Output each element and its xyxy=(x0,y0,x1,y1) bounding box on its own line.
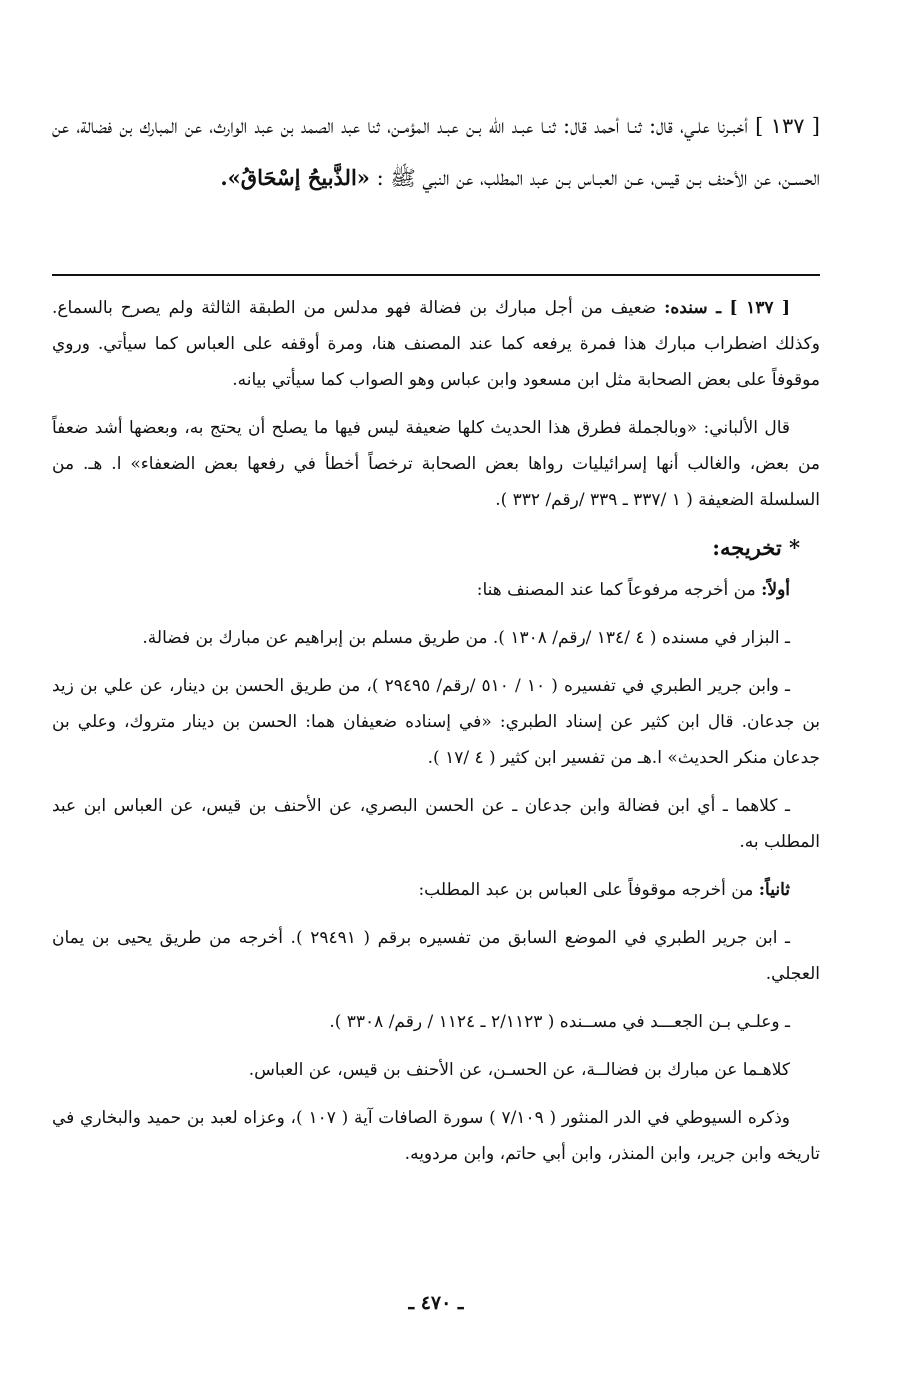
ali-jad-paragraph: ـ وعلـي بـن الجعـــد في مســنده ( ٢/١١٢٣ ـ ١١٢٤ / رقم/ ٣٣٠٨ ). xyxy=(329,1012,790,1032)
footnotes-section xyxy=(52,290,820,1184)
hadith-chain: [ ١٣٧ ] أخبـرنا علـي، قال: ثنـا أحمد قال: ثنـا عبـد الله بـن عبـد المؤمـن، ثنا عبد الصمد بن عبد الوارث، عن المبارك بن فضالة، عن الحسـن، عن الأحنف بـن قيس، عـن العبـاس بـن عبد المطلب، عن النبي ﷺ : xyxy=(52,114,820,190)
bazzar-paragraph: ـ البزار في مسنده ( ٤ /١٣٤ /رقم/ ١٣٠٨ ). من طريق مسلم بن إبراهيم عن مبارك بن فضالة. xyxy=(142,628,790,648)
sanad-label: [ ١٣٧ ] ـ سنده: xyxy=(664,298,791,318)
takhrij-heading: * تخريجه: xyxy=(712,535,800,560)
both2-paragraph: كلاهـما عن مبارك بن فضالــة، عن الحسـن، عن الأحنف بن قيس، عن العباس. xyxy=(248,1060,790,1080)
sanad-paragraph xyxy=(52,290,820,398)
first-heading xyxy=(52,572,820,608)
hadith-main-text xyxy=(52,100,820,204)
document-page xyxy=(52,0,820,1380)
sanad-text: ضعيف من أجل مبارك بن فضالة فهو مدلس من الطبقة الثالثة ولم يصرح بالسماع. وكذلك اضطراب مبارك هذا فمرة يرفعه كما عند المصنف هنا، ومرة أوقفه على العباس كما سيأتي. وروي موقوفاً على بعض الصحابة مثل ابن مسعود وابن عباس وهو الصواب كما سيأتي بيانه. xyxy=(52,298,820,390)
first-text: من أخرجه مرفوعاً كما عند المصنف هنا: xyxy=(476,580,756,600)
footnote-divider xyxy=(52,274,820,276)
page-number: ـ ٤٧٠ ـ xyxy=(408,1292,464,1314)
tabari-paragraph: ـ وابن جرير الطبري في تفسيره ( ١٠ / ٥١٠ /رقم/ ٢٩٤٩٥ )، من طريق الحسن بن دينار، عن علي بن زيد بن جدعان. قال ابن كثير عن إسناد الطبري: «في إسناده ضعيفان هما: الحسن بن دينار متروك، وعلي بن جدعان منكر الحديث» ا.هـ من تفسير ابن كثير ( ٤ /١٧ ). xyxy=(52,676,820,768)
hadith-quote: «الذَّبيحُ إسْحَاقُ». xyxy=(220,165,370,190)
albani-paragraph: قال الألباني: «وبالجملة فطرق هذا الحديث كلها ضعيفة ليس فيها ما يصلح أن يحتج به، وبعضها أشد ضعفاً من بعض، والغالب أنها إسرائيليات رواها بعض الصحابة ترخصاً أخطأ في رفعها بعض الضعفاء» ا. هـ. من السلسلة الضعيفة ( ١ /٣٣٧ ـ ٣٣٩ /رقم/ ٣٣٢ ). xyxy=(52,418,820,510)
tabari2-paragraph: ـ ابن جرير الطبري في الموضع السابق من تفسيره برقم ( ٢٩٤٩١ ). أخرجه من طريق يحيى بن يمان العجلي. xyxy=(52,928,820,984)
second-label: ثانياً: xyxy=(758,880,790,900)
first-label: أولاً: xyxy=(761,580,790,600)
both-paragraph: ـ كلاهما ـ أي ابن فضالة وابن جدعان ـ عن الحسن البصري، عن الأحنف بن قيس، عن العباس ابن عبد المطلب به. xyxy=(52,796,820,852)
second-heading xyxy=(52,872,820,908)
second-text: من أخرجه موقوفاً على العباس بن عبد المطلب: xyxy=(418,880,754,900)
suyuti-paragraph: وذكره السيوطي في الدر المنثور ( ٧/١٠٩ ) سورة الصافات آية ( ١٠٧ )، وعزاه لعبد بن حميد والبخاري في تاريخه وابن جرير، وابن المنذر، وابن أبي حاتم، وابن مردويه. xyxy=(52,1108,820,1164)
